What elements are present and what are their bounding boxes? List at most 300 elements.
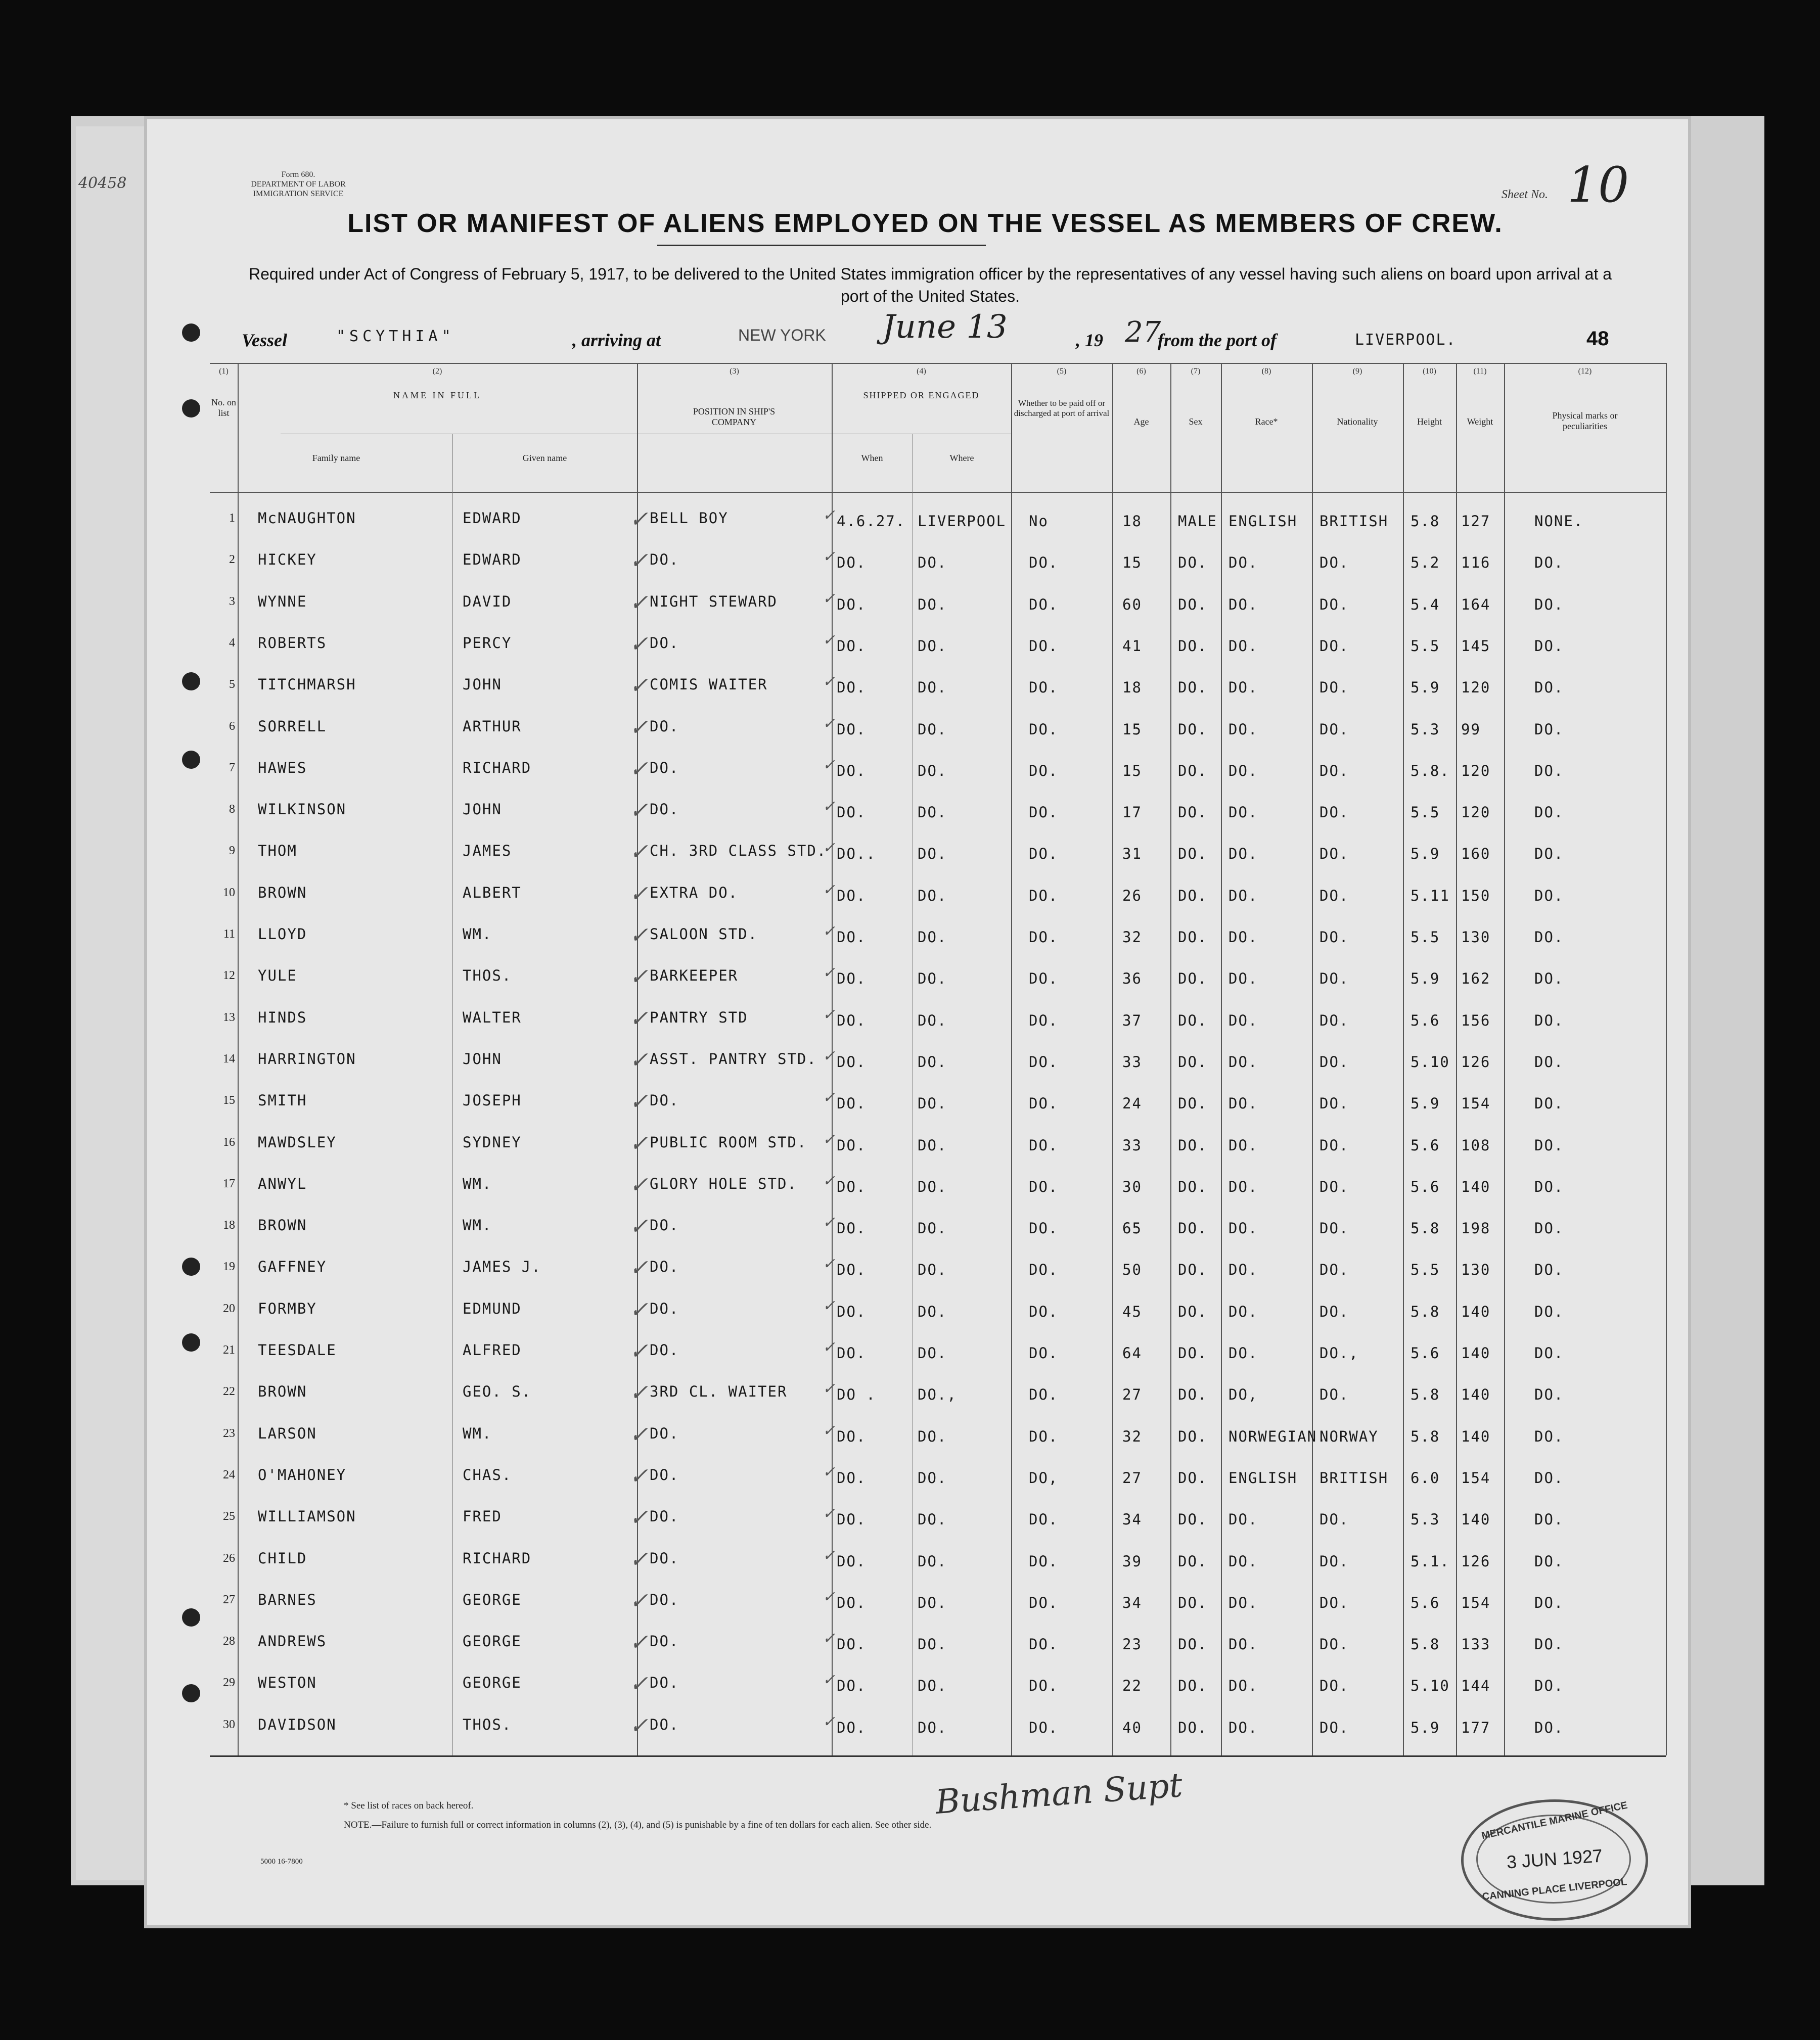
- cell-age: 22: [1122, 1677, 1142, 1695]
- cell-nat: DO.: [1320, 720, 1349, 738]
- cell-height: 5.6: [1410, 1178, 1440, 1195]
- check-mark-icon: ✓: [823, 631, 836, 649]
- cell-sex: DO.: [1178, 1469, 1208, 1487]
- check-mark-icon: ✓: [823, 1005, 836, 1024]
- cell-where: DO.: [918, 1636, 947, 1653]
- table-row: [210, 1172, 1666, 1206]
- cell-nat: BRITISH: [1320, 513, 1389, 530]
- cell-weight: 116: [1461, 554, 1491, 572]
- cell-height: 5.4: [1410, 595, 1440, 613]
- cell-race: DO.: [1228, 1178, 1258, 1195]
- check-mark-icon: ✓: [629, 589, 648, 616]
- cell-when: DO.: [837, 1677, 867, 1695]
- cell-position: DO.: [650, 1508, 679, 1525]
- cell-race: NORWEGIAN.: [1228, 1427, 1327, 1445]
- cell-marks: DO.: [1534, 762, 1564, 779]
- punch-hole: [182, 1684, 200, 1702]
- cell-marks: DO.: [1534, 1386, 1564, 1404]
- cell-where: DO.,: [918, 1386, 957, 1404]
- cell-when: DO.: [837, 1011, 867, 1029]
- cell-where: DO.: [918, 1677, 947, 1695]
- cell-where: DO.: [918, 1178, 947, 1195]
- cell-given: EDMUND: [463, 1300, 522, 1317]
- cell-weight: 130: [1461, 929, 1491, 946]
- cell-age: 60: [1122, 595, 1142, 613]
- cell-marks: DO.: [1534, 1053, 1564, 1071]
- cell-paid: DO.: [1029, 554, 1059, 572]
- cell-given: EDWARD: [463, 509, 522, 527]
- cell-nat: DO.: [1320, 1511, 1349, 1528]
- punch-hole: [182, 751, 200, 769]
- check-mark-icon: ✓: [629, 1296, 648, 1323]
- cell-position: DO.: [650, 1466, 679, 1483]
- cell-race: DO.: [1228, 1136, 1258, 1154]
- cell-position: GLORY HOLE STD.: [650, 1175, 797, 1192]
- check-mark-icon: ✓: [629, 506, 648, 532]
- cell-weight: 140: [1461, 1303, 1491, 1320]
- cell-when: DO.: [837, 1719, 867, 1736]
- cell-marks: DO.: [1534, 554, 1564, 572]
- check-mark-icon: ✓: [823, 548, 836, 566]
- cell-age: 32: [1122, 1427, 1142, 1445]
- cell-height: 5.3: [1410, 720, 1440, 738]
- crew-count: 48: [1586, 328, 1609, 350]
- cell-weight: 162: [1461, 970, 1491, 988]
- cell-paid: DO.: [1029, 1178, 1059, 1195]
- cell-family: TITCHMARSH: [258, 676, 356, 693]
- cell-weight: 127: [1461, 513, 1491, 530]
- cell-given: JOHN: [463, 676, 502, 693]
- cell-sex: DO.: [1178, 1136, 1208, 1154]
- cell-when: DO.: [837, 1303, 867, 1320]
- cell-when: DO.: [837, 1136, 867, 1154]
- cell-when: DO.: [837, 679, 867, 697]
- check-mark-icon: ✓: [823, 1255, 836, 1273]
- cell-nat: DO.: [1320, 1178, 1349, 1195]
- cell-race: DO.: [1228, 762, 1258, 779]
- cell-given: JAMES: [463, 842, 512, 860]
- row-number: 17: [223, 1177, 235, 1190]
- punch-hole: [182, 672, 200, 690]
- cell-height: 5.5: [1410, 637, 1440, 655]
- cell-height: 5.8: [1410, 1220, 1440, 1237]
- check-mark-icon: ✓: [629, 880, 648, 907]
- cell-race: DO.: [1228, 1677, 1258, 1695]
- cell-nat: NORWAY: [1320, 1427, 1379, 1445]
- table-row: [210, 1214, 1666, 1247]
- table-row: [210, 589, 1666, 623]
- col8-number: (8): [1261, 367, 1271, 376]
- form-number: Form 680.: [281, 170, 315, 179]
- table-row: [210, 631, 1666, 665]
- table-row: [210, 1546, 1666, 1580]
- cell-height: 5.10: [1410, 1677, 1450, 1695]
- row-number: 20: [223, 1302, 235, 1315]
- row-number: 12: [223, 969, 235, 983]
- cell-paid: No: [1029, 513, 1049, 530]
- cell-paid: DO.: [1029, 1303, 1059, 1320]
- cell-marks: DO.: [1534, 1552, 1564, 1570]
- cell-position: DO.: [650, 1549, 679, 1567]
- cell-given: SYDNEY: [463, 1133, 522, 1151]
- cell-height: 5.9: [1410, 845, 1440, 863]
- check-mark-icon: ✓: [823, 1338, 836, 1356]
- table-row: [210, 922, 1666, 956]
- cell-position: DO.: [650, 1591, 679, 1608]
- cell-sex: DO.: [1178, 1677, 1208, 1695]
- cell-race: DO.: [1228, 1011, 1258, 1029]
- cell-marks: DO.: [1534, 970, 1564, 988]
- stamp-bottom-text: CANNING PLACE LIVERPOOL: [1481, 1876, 1628, 1903]
- cell-race: DO.: [1228, 1053, 1258, 1071]
- cell-marks: DO.: [1534, 1344, 1564, 1362]
- cell-when: DO.: [837, 554, 867, 572]
- check-mark-icon: ✓: [823, 1630, 836, 1648]
- col5-number: (5): [1057, 367, 1067, 376]
- cell-height: 5.9: [1410, 970, 1440, 988]
- cell-position: BARKEEPER: [650, 967, 739, 985]
- cell-position: PANTRY STD: [650, 1008, 748, 1026]
- table-row: [210, 1005, 1666, 1039]
- cell-given: THOS.: [463, 967, 512, 985]
- cell-paid: DO.: [1029, 1594, 1059, 1611]
- cell-family: YULE: [258, 967, 297, 985]
- check-mark-icon: ✓: [823, 880, 836, 899]
- row-number: 3: [229, 594, 235, 608]
- cell-height: 5.6: [1410, 1011, 1440, 1029]
- check-mark-icon: ✓: [823, 756, 836, 774]
- table-row: [210, 1588, 1666, 1621]
- check-mark-icon: ✓: [823, 1671, 836, 1689]
- cell-where: DO.: [918, 1427, 947, 1445]
- row-number: 28: [223, 1635, 235, 1648]
- table-row: [210, 880, 1666, 914]
- cell-weight: 177: [1461, 1719, 1491, 1736]
- cell-given: JOHN: [463, 801, 502, 818]
- cell-given: ALBERT: [463, 884, 522, 901]
- cell-position: SALOON STD.: [650, 925, 758, 943]
- check-mark-icon: ✓: [629, 839, 648, 865]
- check-mark-icon: ✓: [823, 1047, 836, 1065]
- cell-family: LARSON: [258, 1424, 317, 1442]
- cell-paid: DO.: [1029, 1386, 1059, 1404]
- cell-given: GEORGE: [463, 1591, 522, 1608]
- cell-height: 5.11: [1410, 887, 1450, 904]
- row-number: 21: [223, 1343, 235, 1357]
- cell-age: 33: [1122, 1053, 1142, 1071]
- office-stamp: [1461, 1799, 1648, 1921]
- check-mark-icon: ✓: [629, 1588, 648, 1614]
- title-rule: [657, 245, 986, 246]
- cell-family: BROWN: [258, 1383, 307, 1401]
- check-mark-icon: ✓: [629, 1047, 648, 1073]
- row-number: 10: [223, 886, 235, 899]
- cell-sex: DO.: [1178, 1053, 1208, 1071]
- cell-age: 64: [1122, 1344, 1142, 1362]
- cell-marks: DO.: [1534, 595, 1564, 613]
- cell-when: DO.: [837, 595, 867, 613]
- cell-nat: DO.: [1320, 1053, 1349, 1071]
- cell-paid: DO.: [1029, 720, 1059, 738]
- cell-where: DO.: [918, 679, 947, 697]
- cell-sex: DO.: [1178, 679, 1208, 697]
- cell-sex: DO.: [1178, 1095, 1208, 1112]
- cell-family: O'MAHONEY: [258, 1466, 347, 1483]
- cell-where: DO.: [918, 1552, 947, 1570]
- cell-when: DO.: [837, 1552, 867, 1570]
- cell-age: 39: [1122, 1552, 1142, 1570]
- check-mark-icon: ✓: [629, 1214, 648, 1240]
- table-row: [210, 1338, 1666, 1372]
- cell-height: 5.8: [1410, 1427, 1440, 1445]
- cell-sex: DO.: [1178, 804, 1208, 821]
- table-bottom-rule: [210, 1755, 1666, 1757]
- cell-sex: DO.: [1178, 845, 1208, 863]
- cell-marks: DO.: [1534, 1469, 1564, 1487]
- check-mark-icon: ✓: [823, 1214, 836, 1232]
- check-mark-icon: ✓: [629, 964, 648, 990]
- cell-weight: 150: [1461, 887, 1491, 904]
- cell-race: DO.: [1228, 845, 1258, 863]
- cell-age: 15: [1122, 554, 1142, 572]
- check-mark-icon: ✓: [823, 1380, 836, 1398]
- cell-sex: DO.: [1178, 1261, 1208, 1279]
- cell-family: THOM: [258, 842, 297, 860]
- cell-sex: DO.: [1178, 970, 1208, 988]
- cell-nat: DO.: [1320, 1594, 1349, 1611]
- cell-nat: DO.: [1320, 554, 1349, 572]
- cell-paid: DO.: [1029, 1636, 1059, 1653]
- cell-family: SORRELL: [258, 717, 327, 735]
- cell-nat: DO.: [1320, 679, 1349, 697]
- cell-family: BROWN: [258, 884, 307, 901]
- sheet-label: Sheet No.: [1502, 188, 1548, 201]
- cell-where: DO.: [918, 845, 947, 863]
- check-mark-icon: ✓: [823, 1130, 836, 1148]
- table-row: [210, 1505, 1666, 1538]
- cell-where: DO.: [918, 1469, 947, 1487]
- cell-position: DO.: [650, 1092, 679, 1109]
- service: IMMIGRATION SERVICE: [253, 190, 344, 198]
- cell-where: DO.: [918, 804, 947, 821]
- check-mark-icon: ✓: [823, 673, 836, 691]
- cell-race: DO.: [1228, 1511, 1258, 1528]
- cell-when: DO.: [837, 1261, 867, 1279]
- cell-given: THOS.: [463, 1716, 512, 1733]
- cell-weight: 126: [1461, 1552, 1491, 1570]
- cell-nat: DO.: [1320, 762, 1349, 779]
- cell-where: DO.: [918, 1136, 947, 1154]
- cell-paid: DO.: [1029, 637, 1059, 655]
- cell-paid: DO.: [1029, 1011, 1059, 1029]
- row-number: 15: [223, 1094, 235, 1107]
- cell-weight: 140: [1461, 1344, 1491, 1362]
- cell-sex: DO.: [1178, 1386, 1208, 1404]
- cell-position: COMIS WAITER: [650, 676, 768, 693]
- check-mark-icon: ✓: [823, 1172, 836, 1190]
- cell-marks: DO.: [1534, 1719, 1564, 1736]
- cell-where: DO.: [918, 595, 947, 613]
- cell-paid: DO.: [1029, 804, 1059, 821]
- cell-nat: DO.: [1320, 970, 1349, 988]
- cell-when: DO.: [837, 762, 867, 779]
- cell-nat: DO.: [1320, 1095, 1349, 1112]
- col9-number: (9): [1352, 367, 1362, 376]
- check-mark-icon: ✓: [629, 1630, 648, 1656]
- cell-height: 5.8: [1410, 1636, 1440, 1653]
- check-mark-icon: ✓: [629, 1130, 648, 1156]
- row-number: 30: [223, 1718, 235, 1731]
- cell-where: DO.: [918, 1261, 947, 1279]
- cell-marks: DO.: [1534, 679, 1564, 697]
- cell-race: DO.: [1228, 887, 1258, 904]
- cell-given: EDWARD: [463, 551, 522, 569]
- cell-sex: DO.: [1178, 595, 1208, 613]
- cell-given: ARTHUR: [463, 717, 522, 735]
- table-row: [210, 1255, 1666, 1288]
- row-number: 4: [229, 636, 235, 650]
- cell-given: RICHARD: [463, 1549, 532, 1567]
- cell-where: LIVERPOOL: [918, 513, 1007, 530]
- table-row: [210, 1047, 1666, 1081]
- cell-when: DO.: [837, 1594, 867, 1611]
- cell-nat: DO.: [1320, 1261, 1349, 1279]
- cell-sex: DO.: [1178, 1636, 1208, 1653]
- cell-weight: 120: [1461, 762, 1491, 779]
- cell-marks: DO.: [1534, 1303, 1564, 1320]
- cell-when: DO.: [837, 887, 867, 904]
- cell-height: 5.9: [1410, 1719, 1440, 1736]
- cell-paid: DO.: [1029, 845, 1059, 863]
- row-number: 5: [229, 678, 235, 691]
- cell-age: 65: [1122, 1220, 1142, 1237]
- cell-nat: DO.: [1320, 1220, 1349, 1237]
- check-mark-icon: ✓: [823, 506, 836, 524]
- punch-hole: [182, 323, 200, 342]
- cell-weight: 198: [1461, 1220, 1491, 1237]
- col2-number: (2): [432, 367, 442, 376]
- row-number: 1: [229, 512, 235, 525]
- cell-weight: 140: [1461, 1178, 1491, 1195]
- cell-position: CH. 3RD CLASS STD.: [650, 842, 827, 860]
- cell-family: WILKINSON: [258, 801, 347, 818]
- col4b-header: Where: [949, 453, 974, 463]
- row-number: 11: [223, 928, 235, 941]
- cell-sex: DO.: [1178, 554, 1208, 572]
- cell-paid: DO,: [1029, 1469, 1059, 1487]
- table-row: [210, 1296, 1666, 1330]
- cell-race: DO.: [1228, 1636, 1258, 1653]
- cell-weight: 133: [1461, 1636, 1491, 1653]
- row-number: 27: [223, 1593, 235, 1606]
- cell-given: WM.: [463, 1424, 492, 1442]
- cell-when: DO.: [837, 804, 867, 821]
- cell-given: PERCY: [463, 634, 512, 652]
- cell-height: 5.8: [1410, 1303, 1440, 1320]
- print-code: 5000 16-7800: [260, 1858, 303, 1866]
- arrival-port: NEW YORK: [738, 326, 826, 344]
- cell-family: MAWDSLEY: [258, 1133, 337, 1151]
- cell-age: 26: [1122, 887, 1142, 904]
- cell-position: ASST. PANTRY STD.: [650, 1050, 817, 1068]
- cell-marks: DO.: [1534, 1261, 1564, 1279]
- cell-paid: DO.: [1029, 1136, 1059, 1154]
- col9-title: Nationality: [1337, 416, 1378, 427]
- cell-age: 27: [1122, 1469, 1142, 1487]
- check-mark-icon: ✓: [629, 714, 648, 740]
- cell-when: 4.6.27.: [837, 513, 906, 530]
- check-mark-icon: ✓: [629, 1712, 648, 1739]
- check-mark-icon: ✓: [629, 1380, 648, 1406]
- cell-where: DO.: [918, 1303, 947, 1320]
- cell-race: DO.: [1228, 1095, 1258, 1112]
- cell-nat: DO.: [1320, 1552, 1349, 1570]
- cell-nat: DO.: [1320, 1719, 1349, 1736]
- check-mark-icon: ✓: [823, 589, 836, 608]
- cell-age: 33: [1122, 1136, 1142, 1154]
- cell-position: DO.: [650, 634, 679, 652]
- cell-when: DO.: [837, 637, 867, 655]
- col5-title: Whether to be paid off or discharged at port of arrival: [1014, 398, 1110, 418]
- cell-age: 18: [1122, 513, 1142, 530]
- table-row: [210, 1712, 1666, 1746]
- col12-title: Physical marks or peculiarities: [1552, 410, 1618, 431]
- cell-position: DO.: [650, 1424, 679, 1442]
- cell-paid: DO.: [1029, 1719, 1059, 1736]
- col3-number: (3): [730, 367, 739, 376]
- cell-weight: 126: [1461, 1053, 1491, 1071]
- cell-position: DO.: [650, 551, 679, 569]
- cell-paid: DO.: [1029, 595, 1059, 613]
- cell-position: DO.: [650, 1300, 679, 1317]
- check-mark-icon: ✓: [629, 756, 648, 782]
- check-mark-icon: ✓: [823, 1463, 836, 1481]
- row-number: 25: [223, 1510, 235, 1523]
- cell-given: FRED: [463, 1508, 502, 1525]
- cell-paid: DO.: [1029, 1220, 1059, 1237]
- cell-where: DO.: [918, 554, 947, 572]
- cell-given: WM.: [463, 1175, 492, 1192]
- cell-when: DO.: [837, 1178, 867, 1195]
- col11-title: Weight: [1467, 416, 1493, 427]
- table-row: [210, 506, 1666, 540]
- cell-paid: DO.: [1029, 887, 1059, 904]
- crew-rows: [210, 363, 1666, 1755]
- cell-where: DO.: [918, 1011, 947, 1029]
- check-mark-icon: ✓: [823, 1712, 836, 1731]
- cell-when: DO.: [837, 1469, 867, 1487]
- cell-family: WESTON: [258, 1674, 317, 1692]
- side-number: 40458: [78, 174, 127, 192]
- cell-height: 5.6: [1410, 1344, 1440, 1362]
- cell-marks: DO.: [1534, 1095, 1564, 1112]
- cell-given: JOSEPH: [463, 1092, 522, 1109]
- cell-height: 5.6: [1410, 1136, 1440, 1154]
- col12-number: (12): [1578, 367, 1592, 376]
- cell-where: DO.: [918, 1344, 947, 1362]
- cell-where: DO.: [918, 1095, 947, 1112]
- cell-race: DO.: [1228, 1220, 1258, 1237]
- row-number: 16: [223, 1135, 235, 1149]
- cell-paid: DO.: [1029, 1677, 1059, 1695]
- from-label: from the port of: [1158, 330, 1277, 350]
- cell-when: DO.: [837, 1344, 867, 1362]
- cell-nat: DO.: [1320, 1386, 1349, 1404]
- check-mark-icon: ✓: [823, 798, 836, 816]
- cell-paid: DO.: [1029, 1095, 1059, 1112]
- cell-marks: DO.: [1534, 1136, 1564, 1154]
- cell-nat: DO.: [1320, 1136, 1349, 1154]
